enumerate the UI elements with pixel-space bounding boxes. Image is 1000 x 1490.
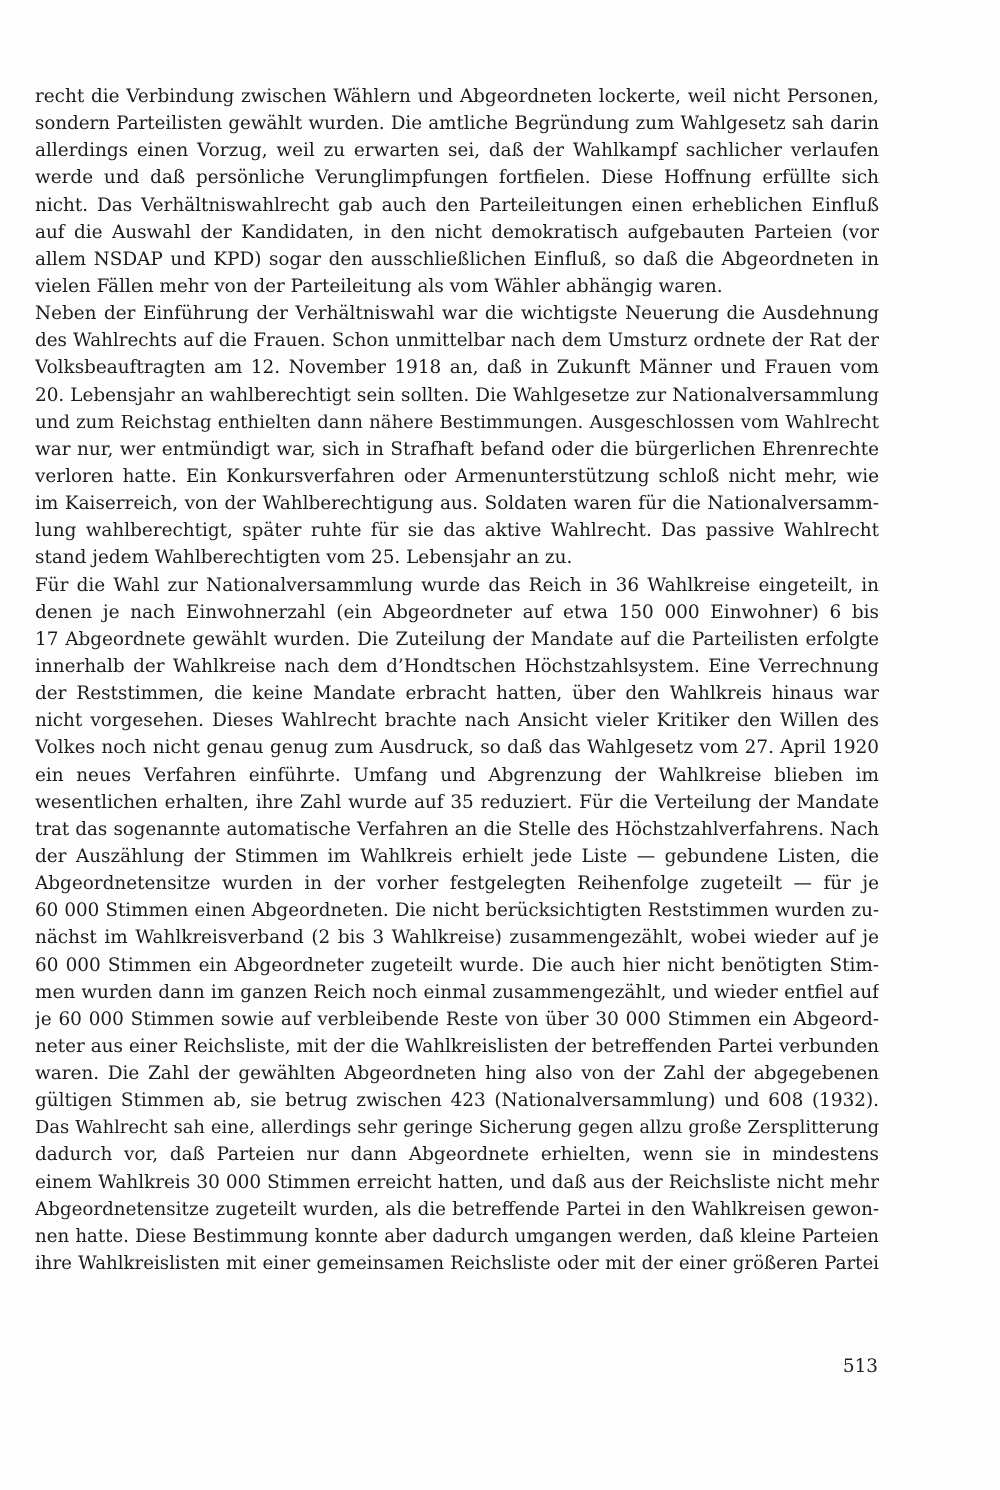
text-line: trat das sogenannte automatische Verfahren an die Stelle des Höchstzahlverfahrens. Nach xyxy=(35,818,879,840)
text-line: Das Wahlrecht sah eine, allerdings sehr geringe Sicherung gegen allzu große Zersplitterung xyxy=(35,1117,879,1139)
text-line: des Wahlrechts auf die Frauen. Schon unmittelbar nach dem Umsturz ordnete der Rat der xyxy=(35,330,879,352)
text-line: wesentlichen erhalten, ihre Zahl wurde auf 35 reduziert. Für die Verteilung der Mandate xyxy=(35,791,879,813)
text-line: Neben der Einführung der Verhältniswahl war die wichtigste Neuerung die Ausdehnung xyxy=(35,303,879,325)
text-line: werde und daß persönliche Verunglimpfungen fortfielen. Diese Hoffnung erfüllte sich xyxy=(35,167,879,189)
text-line: nicht. Das Verhältniswahlrecht gab auch den Parteileitungen einen erheblichen Einfluß xyxy=(35,194,879,216)
text-line: Volksbeauftragten am 12. November 1918 an, daß in Zukunft Männer und Frauen vom xyxy=(35,357,879,379)
text-line: 60 000 Stimmen ein Abgeordneter zugeteilt wurde. Die auch hier nicht benötigten Stim- xyxy=(35,954,879,976)
text-line: innerhalb der Wahlkreise nach dem d’Hondtschen Höchstzahlsystem. Eine Verrechnung xyxy=(35,655,879,677)
text-line: einem Wahlkreis 30 000 Stimmen erreicht hatten, und daß aus der Reichsliste nicht mehr xyxy=(35,1171,879,1193)
text-line: waren. Die Zahl der gewählten Abgeordneten hing also von der Zahl der abgegebenen xyxy=(35,1063,879,1085)
text-line: neter aus einer Reichsliste, mit der die Wahlkreislisten der betreffenden Partei verbunden xyxy=(35,1035,879,1057)
text-line: nicht vorgesehen. Dieses Wahlrecht brachte nach Ansicht vieler Kritiker den Willen des xyxy=(35,710,879,732)
text-line: nen hatte. Diese Bestimmung konnte aber dadurch umgangen werden, daß kleine Parteien xyxy=(35,1225,879,1247)
text-line: Abgeordnetensitze zugeteilt wurden, als die betreffende Partei in den Wahlkreisen gewon- xyxy=(35,1198,879,1220)
text-line: gültigen Stimmen ab, sie betrug zwischen 423 (Nationalversammlung) und 608 (1932). xyxy=(35,1090,879,1112)
text-line: war nur, wer entmündigt war, sich in Strafhaft befand oder die bürgerlichen Ehrenrechte xyxy=(35,438,879,460)
text-line: 60 000 Stimmen einen Abgeordneten. Die nicht berücksichtigten Reststimmen wurden zu- xyxy=(35,900,879,922)
text-line: im Kaiserreich, von der Wahlberechtigung aus. Soldaten waren für die Nationalversamm- xyxy=(35,493,879,515)
text-line: lung wahlberechtigt, später ruhte für sie das aktive Wahlrecht. Das passive Wahlrecht xyxy=(35,520,879,542)
text-line: recht die Verbindung zwischen Wählern und Abgeordneten lockerte, weil nicht Personen, xyxy=(35,86,879,107)
text-line: ein neues Verfahren einführte. Umfang und Abgrenzung der Wahlkreise blieben im xyxy=(35,764,879,786)
text-line: verloren hatte. Ein Konkursverfahren oder Armenunterstützung schloß nicht mehr, wie xyxy=(35,465,879,487)
text-line: der Reststimmen, die keine Mandate erbracht hatten, über den Wahlkreis hinaus war xyxy=(35,683,879,705)
body-text xyxy=(35,83,879,1277)
text-line: allerdings einen Vorzug, weil zu erwarten sei, daß der Wahlkampf sachlicher verlaufen xyxy=(35,140,879,162)
text-line: Abgeordnetensitze wurden in der vorher festgelegten Reihenfolge zugeteilt — für je xyxy=(35,873,879,895)
text-line: nächst im Wahlkreisverband (2 bis 3 Wahlkreise) zusammengezählt, wobei wieder auf je xyxy=(35,927,879,949)
text-line: je 60 000 Stimmen sowie auf verbleibende Reste von über 30 000 Stimmen ein Abgeord- xyxy=(35,1008,879,1030)
text-line: Volkes noch nicht genau genug zum Ausdruck, so daß das Wahlgesetz vom 27. April 1920 xyxy=(35,737,879,759)
page-number: 513 xyxy=(842,1356,878,1377)
text-line: der Auszählung der Stimmen im Wahlkreis erhielt jede Liste — gebundene Listen, die xyxy=(35,845,879,867)
text-line: dadurch vor, daß Parteien nur dann Abgeordnete erhielten, wenn sie in mindestens xyxy=(35,1144,879,1166)
text-line: sondern Parteilisten gewählt wurden. Die amtliche Begründung zum Wahlgesetz sah darin xyxy=(35,113,879,135)
text-line: men wurden dann im ganzen Reich noch einmal zusammengezählt, und wieder entfiel auf xyxy=(35,981,879,1003)
text-line: vielen Fällen mehr von der Parteileitung als vom Wähler abhängig waren. xyxy=(35,275,723,297)
text-line: allem NSDAP und KPD) sogar den ausschließlichen Einfluß, so daß die Abgeordneten in xyxy=(35,248,879,270)
text-line: 17 Abgeordnete gewählt wurden. Die Zuteilung der Mandate auf die Parteilisten erfolgte xyxy=(35,628,879,650)
text-line: stand jedem Wahlberechtigten vom 25. Lebensjahr an zu. xyxy=(35,547,573,569)
text-line: 20. Lebensjahr an wahlberechtigt sein sollten. Die Wahlgesetze zur Nationalversammlung xyxy=(35,384,879,406)
text-line: ihre Wahlkreislisten mit einer gemeinsamen Reichsliste oder mit der einer größeren Partei xyxy=(35,1253,879,1275)
text-line: denen je nach Einwohnerzahl (ein Abgeordneter auf etwa 150 000 Einwohner) 6 bis xyxy=(35,601,879,623)
text-line: auf die Auswahl der Kandidaten, in den nicht demokratisch aufgebauten Parteien (vor xyxy=(35,221,879,243)
text-line: Für die Wahl zur Nationalversammlung wurde das Reich in 36 Wahlkreise eingeteilt, in xyxy=(35,574,879,596)
text-line: und zum Reichstag enthielten dann nähere Bestimmungen. Ausgeschlossen vom Wahlrecht xyxy=(35,411,879,433)
